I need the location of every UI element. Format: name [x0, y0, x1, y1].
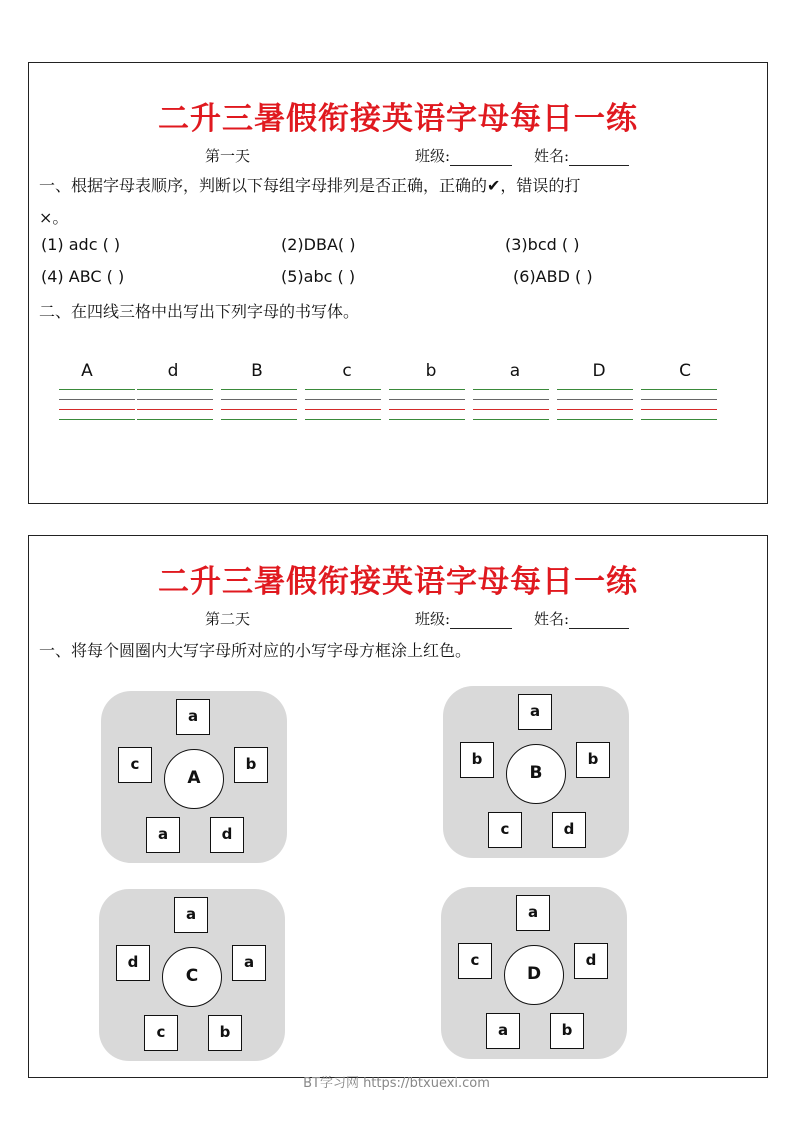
judge-item-2[interactable]: (2)DBA( ) [281, 235, 356, 254]
option-box[interactable]: a [146, 817, 180, 853]
option-box[interactable]: b [234, 747, 268, 783]
worksheet-title: 二升三暑假衔接英语字母每日一练 [158, 101, 638, 137]
grid-rule [221, 409, 297, 410]
day-label: 第一天 [205, 147, 251, 165]
class-field[interactable] [415, 145, 512, 166]
grid-rule [641, 399, 717, 400]
letter-prompt: d [167, 361, 179, 381]
class-blank[interactable] [450, 613, 512, 629]
grid-rule [59, 399, 135, 400]
grid-rule [221, 419, 297, 420]
question-2-text: 二、在四线三格中出写出下列字母的书写体。 [39, 302, 360, 321]
option-box[interactable]: b [208, 1015, 242, 1051]
option-box[interactable]: a [486, 1013, 520, 1049]
grid-rule [137, 409, 213, 410]
writing-grid[interactable] [473, 389, 549, 429]
uppercase-circle: B [506, 744, 566, 804]
letter-prompt: c [342, 361, 352, 381]
option-box[interactable]: d [210, 817, 244, 853]
name-field[interactable] [534, 145, 629, 166]
grid-rule [557, 409, 633, 410]
option-box[interactable]: c [144, 1015, 178, 1051]
option-box[interactable]: a [174, 897, 208, 933]
name-blank[interactable] [569, 613, 629, 629]
grid-rule [389, 399, 465, 400]
uppercase-circle: A [164, 749, 224, 809]
letter-group-b [443, 686, 629, 858]
grid-rule [137, 389, 213, 390]
option-box[interactable]: c [458, 943, 492, 979]
grid-rule [305, 399, 381, 400]
name-label: 姓名: [534, 147, 570, 165]
grid-rule [557, 389, 633, 390]
writing-grid[interactable] [59, 389, 135, 429]
grid-rule [389, 389, 465, 390]
grid-rule [557, 399, 633, 400]
writing-grid[interactable] [389, 389, 465, 429]
judge-item-6[interactable]: (6)ABD ( ) [513, 267, 593, 286]
grid-rule [641, 409, 717, 410]
letter-group-d [441, 887, 627, 1059]
writing-grid[interactable] [641, 389, 717, 429]
judge-item-1[interactable]: (1) adc ( ) [41, 235, 121, 254]
day-label: 第二天 [205, 610, 251, 628]
option-box[interactable]: b [550, 1013, 584, 1049]
grid-rule [305, 409, 381, 410]
option-box[interactable]: d [116, 945, 150, 981]
watermark-footer: BT学习网 https://btxuexi.com [303, 1076, 490, 1091]
class-label: 班级: [415, 147, 451, 165]
question-1-text: 一、根据字母表顺序，判断以下每组字母排列是否正确，正确的✔，错误的打 [39, 176, 581, 195]
option-box[interactable]: d [574, 943, 608, 979]
grid-rule [473, 409, 549, 410]
grid-rule [473, 419, 549, 420]
class-field[interactable] [415, 608, 512, 629]
letter-prompt: B [251, 361, 263, 381]
uppercase-circle: D [504, 945, 564, 1005]
option-box[interactable]: a [518, 694, 552, 730]
judge-item-4[interactable]: (4) ABC ( ) [41, 267, 125, 286]
name-blank[interactable] [569, 150, 629, 166]
letter-prompt: D [592, 361, 606, 381]
grid-rule [221, 389, 297, 390]
judge-item-5[interactable]: (5)abc ( ) [281, 267, 356, 286]
grid-rule [137, 399, 213, 400]
grid-rule [59, 419, 135, 420]
grid-rule [473, 399, 549, 400]
option-box[interactable]: c [118, 747, 152, 783]
writing-grid[interactable] [137, 389, 213, 429]
grid-rule [137, 419, 213, 420]
option-box[interactable]: a [176, 699, 210, 735]
grid-rule [389, 419, 465, 420]
option-box[interactable]: a [232, 945, 266, 981]
name-label: 姓名: [534, 610, 570, 628]
letter-prompt: a [509, 361, 521, 381]
question-1-text-cont: ×。 [39, 208, 69, 227]
option-box[interactable]: b [576, 742, 610, 778]
option-box[interactable]: a [516, 895, 550, 931]
class-label: 班级: [415, 610, 451, 628]
grid-rule [641, 389, 717, 390]
grid-rule [305, 389, 381, 390]
worksheet-day1 [28, 62, 768, 504]
grid-rule [557, 419, 633, 420]
grid-rule [389, 409, 465, 410]
uppercase-circle: C [162, 947, 222, 1007]
option-box[interactable]: b [460, 742, 494, 778]
option-box[interactable]: d [552, 812, 586, 848]
letter-prompt: C [679, 361, 691, 381]
grid-rule [59, 409, 135, 410]
grid-rule [641, 419, 717, 420]
class-blank[interactable] [450, 150, 512, 166]
grid-rule [305, 419, 381, 420]
writing-grid[interactable] [557, 389, 633, 429]
worksheet-title: 二升三暑假衔接英语字母每日一练 [158, 564, 638, 600]
name-field[interactable] [534, 608, 629, 629]
question-1-text: 一、将每个圆圈内大写字母所对应的小写字母方框涂上红色。 [39, 641, 472, 660]
letter-prompt: b [425, 361, 437, 381]
grid-rule [59, 389, 135, 390]
writing-grid[interactable] [305, 389, 381, 429]
grid-rule [473, 389, 549, 390]
letter-group-c [99, 889, 285, 1061]
worksheet-day2 [28, 535, 768, 1078]
letter-prompt: A [81, 361, 93, 381]
option-box[interactable]: c [488, 812, 522, 848]
grid-rule [221, 399, 297, 400]
judge-item-3[interactable]: (3)bcd ( ) [505, 235, 580, 254]
writing-grid[interactable] [221, 389, 297, 429]
letter-group-a [101, 691, 287, 863]
